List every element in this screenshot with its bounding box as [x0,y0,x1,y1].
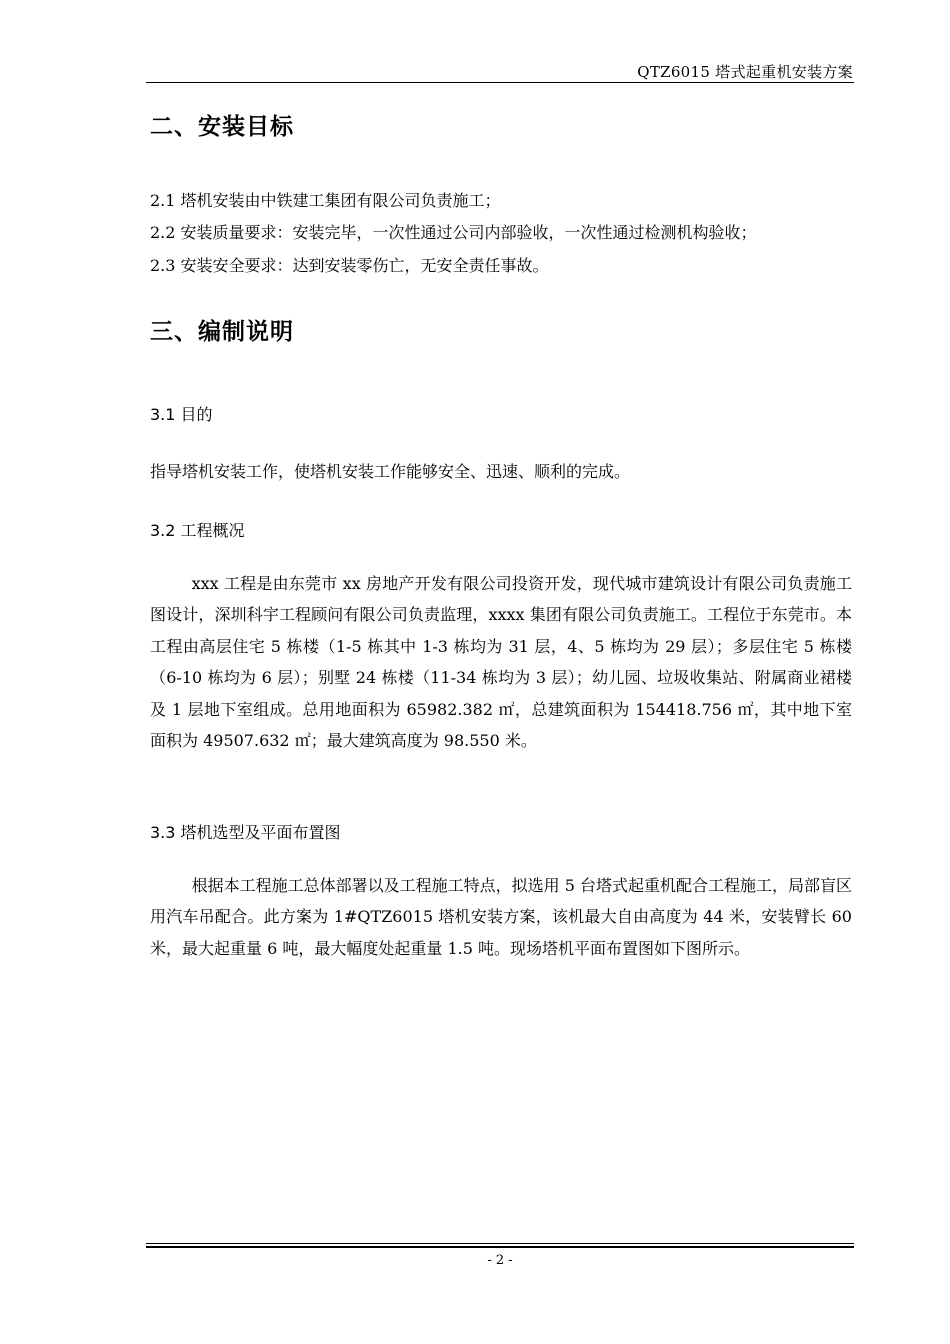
goal-item-2: 2.2 安装质量要求：安装完毕，一次性通过公司内部验收，一次性通过检测机构验收； [150,223,757,242]
subsection-3-1-title: 3.1 目的 [150,405,213,424]
project-overview-paragraph: xxx 工程是由东莞市 xx 房地产开发有限公司投资开发，现代城市建筑设计有限公司负责施工图设计，深圳科宇工程顾问有限公司负责监理，xxxx 集团有限公司负责施工。工程位于东莞市。本工程由高层住宅 5 栋楼（1-5 栋其中 1-3 栋均为 31 层，4、5 栋均为 29 层）；多层住宅 5 栋楼（6-10 栋均为 6 层）；别墅 24 栋楼（11-34 栋均为 3 层）；幼儿园、垃圾收集站、附属商业裙楼及 1 层地下室组成。总用地面积为 65982.382 ㎡，总建筑面积为 154418.756 ㎡，其中地下室面积为 49507.632 ㎡；最大建筑高度为 98.550 米。 [150,574,852,751]
header-divider [146,82,854,83]
section-3-heading: 三、编制说明 [150,319,294,345]
section-2-heading: 二、安装目标 [150,114,294,140]
subsection-3-2-title: 3.2 工程概况 [150,521,245,540]
footer-divider-thin [146,1243,854,1244]
footer-divider-thick [146,1246,854,1248]
purpose-paragraph: 指导塔机安装工作，使塔机安装工作能够安全、迅速、顺利的完成。 [150,462,631,481]
running-header: QTZ6015 塔式起重机安装方案 [637,63,853,81]
crane-selection-paragraph: 根据本工程施工总体部署以及工程施工特点，拟选用 5 台塔式起重机配合工程施工，局部盲区用汽车吊配合。此方案为 1#QTZ6015 塔机安装方案，该机最大自由高度为 44 米，安装臂长 60 米，最大起重量 6 吨，最大幅度处起重量 1.5 吨。现场塔机平面布置图如下图所示。 [150,876,852,958]
subsection-3-3-title: 3.3 塔机选型及平面布置图 [150,823,341,842]
page-number: - 2 - [487,1253,513,1268]
goal-item-3: 2.3 安装安全要求：达到安装零伤亡，无安全责任事故。 [150,256,549,275]
goal-item-1: 2.1 塔机安装由中铁建工集团有限公司负责施工； [150,191,501,210]
